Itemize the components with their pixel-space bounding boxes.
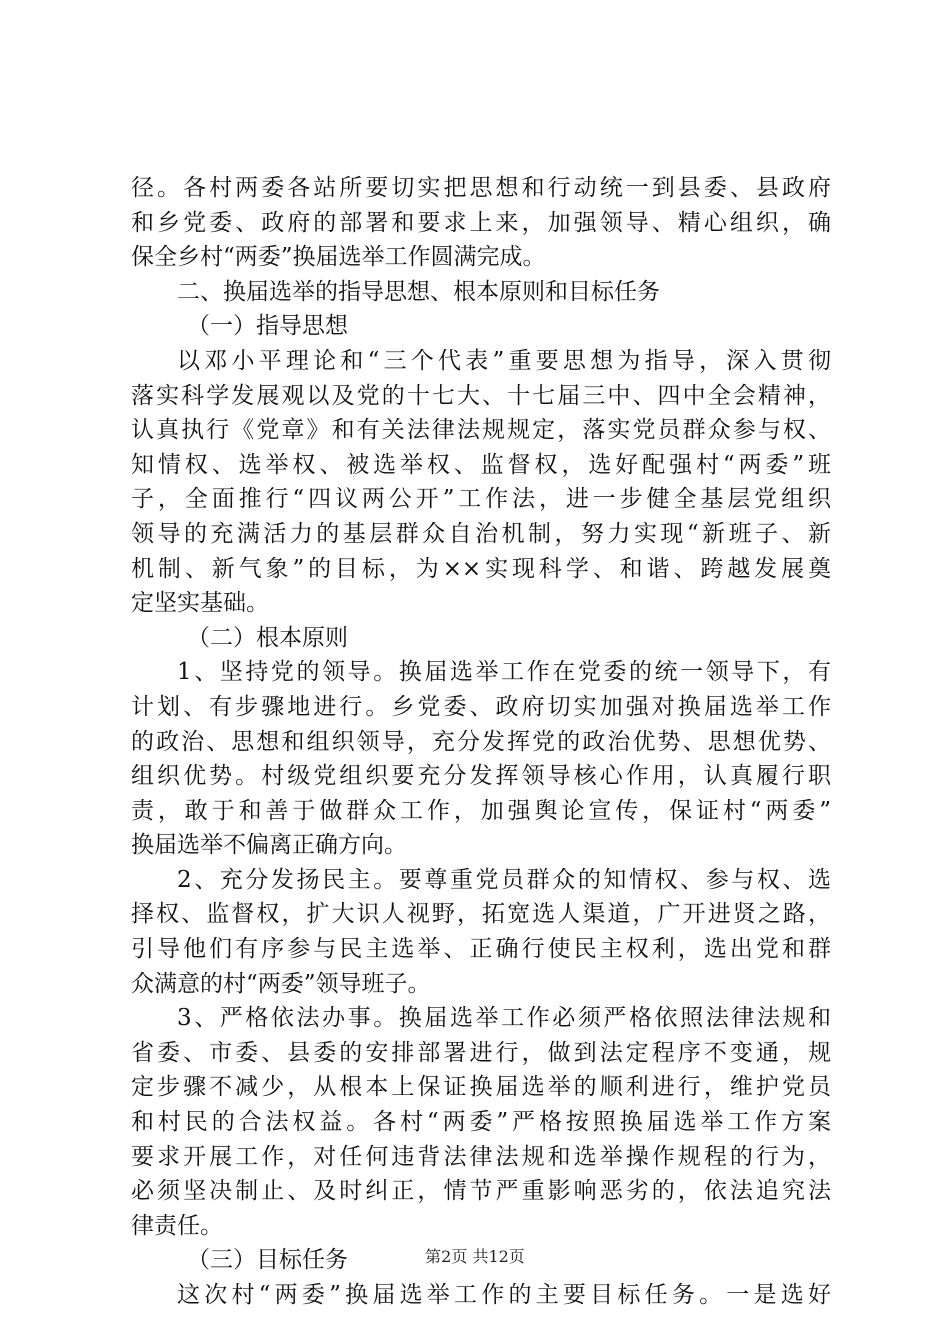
- text-line: 要求开展工作，对任何违背法律法规和选举操作规程的行为，: [131, 1143, 831, 1170]
- text-line: 律责任。: [131, 1212, 223, 1239]
- text-line: 计划、有步骤地进行。乡党委、政府切实加强对换届选举工作: [131, 693, 831, 720]
- text-line: 认真执行《党章》和有关法律法规规定，落实党员群众参与权、: [131, 417, 831, 444]
- text-line: 引导他们有序参与民主选举、正确行使民主权利，选出党和群: [131, 936, 831, 963]
- text-line: 知情权、选举权、被选举权、监督权，选好配强村“两委”班: [131, 451, 831, 478]
- text-line: （三）目标任务: [187, 1247, 348, 1274]
- text-line: 必须坚决制止、及时纠正，情节严重影响恶劣的，依法追究法: [131, 1178, 831, 1205]
- text-line: 责，敢于和善于做群众工作，加强舆论宣传，保证村“两委”: [131, 797, 831, 824]
- text-line: 二、换届选举的指导思想、根本原则和目标任务: [177, 278, 660, 305]
- text-line: 这次村“两委”换届选举工作的主要目标任务。一是选好: [177, 1282, 831, 1308]
- text-line: 保全乡村“两委”换届选举工作圆满完成。: [131, 244, 546, 271]
- text-line: 省委、市委、县委的安排部署进行，做到法定程序不变通，规: [131, 1039, 831, 1066]
- text-line: （一）指导思想: [187, 313, 348, 340]
- text-line: 2、充分发扬民主。要尊重党员群众的知情权、参与权、选: [177, 866, 831, 893]
- page-footer: 第2页 共12页: [425, 1247, 525, 1266]
- text-line: 定步骤不减少，从根本上保证换届选举的顺利进行，维护党员: [131, 1074, 831, 1101]
- text-line: （二）根本原则: [187, 624, 348, 651]
- text-line: 领导的充满活力的基层群众自治机制，努力实现“新班子、新: [131, 520, 831, 547]
- text-line: 和村民的合法权益。各村“两委”严格按照换届选举工作方案: [131, 1109, 831, 1136]
- text-line: 径。各村两委各站所要切实把思想和行动统一到县委、县政府: [131, 175, 831, 201]
- text-line: 机制、新气象”的目标，为××实现科学、和谐、跨越发展奠: [131, 555, 831, 582]
- text-line: 落实科学发展观以及党的十七大、十七届三中、四中全会精神，: [131, 382, 831, 409]
- text-line: 1、坚持党的领导。换届选举工作在党委的统一领导下，有: [177, 659, 831, 686]
- text-line: 子，全面推行“四议两公开”工作法，进一步健全基层党组织: [131, 486, 831, 513]
- text-line: 择权、监督权，扩大识人视野，拓宽选人渠道，广开进贤之路，: [131, 901, 831, 928]
- text-line: 定坚实基础。: [131, 590, 269, 617]
- text-line: 换届选举不偏离正确方向。: [131, 832, 407, 859]
- text-line: 的政治、思想和组织领导，充分发挥党的政治优势、思想优势、: [131, 728, 831, 755]
- text-line: 和乡党委、政府的部署和要求上来，加强领导、精心组织，确: [131, 209, 831, 236]
- text-line: 组织优势。村级党组织要充分发挥领导核心作用，认真履行职: [131, 763, 831, 790]
- text-line: 众满意的村“两委”领导班子。: [131, 970, 431, 997]
- text-line: 3、严格依法办事。换届选举工作必须严格依照法律法规和: [177, 1005, 831, 1032]
- text-line: 以邓小平理论和“三个代表”重要思想为指导，深入贯彻: [177, 347, 831, 374]
- document-body: [131, 171, 831, 1313]
